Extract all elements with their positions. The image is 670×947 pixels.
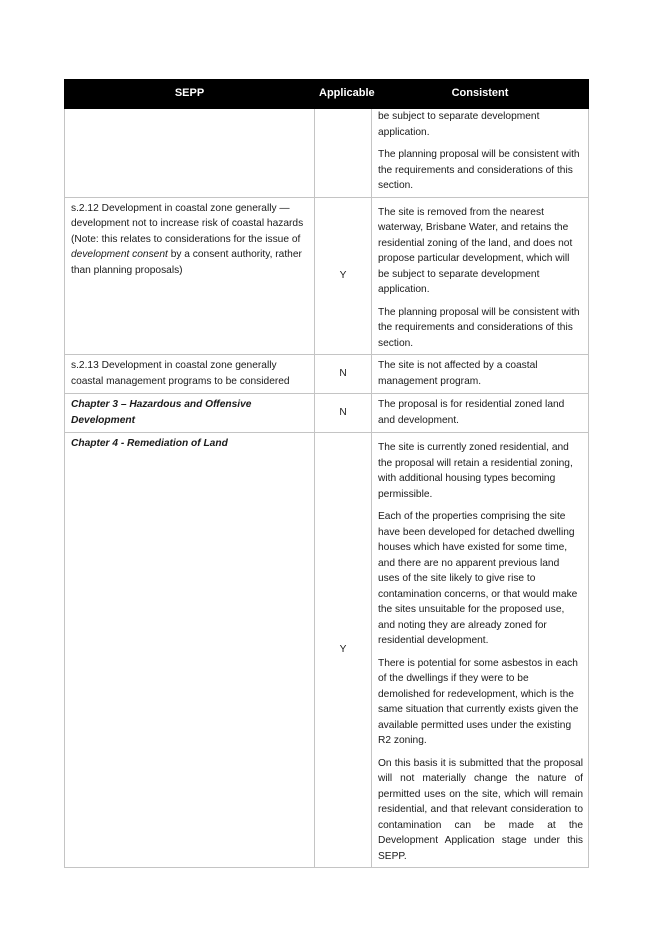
consistent-paragraph: The site is currently zoned residential, and the proposal will retain a residential zoning, with additional housing types becoming permissible.: [378, 442, 573, 500]
table-row: [65, 433, 589, 868]
sepp-text: by a consent authority, rather than planning proposals): [71, 249, 302, 276]
applicable-cell: N: [315, 355, 372, 394]
consistent-paragraph: be subject to separate development application.: [378, 111, 540, 138]
applicable-cell: [315, 109, 372, 198]
consistent-cell: [372, 355, 589, 394]
header-consistent: Consistent: [372, 80, 589, 109]
consistent-paragraph: The site is removed from the nearest waterway, Brisbane Water, and retains the residential zoning of the land, and does not propose particular development, which will be subject to separate development application.: [378, 206, 573, 295]
applicable-cell: Y: [315, 433, 372, 868]
consistent-cell: [372, 109, 589, 198]
consistent-paragraph: The proposal is for residential zoned land and development.: [378, 399, 565, 426]
consistent-paragraph: The planning proposal will be consistent with the requirements and considerations of this section.: [378, 306, 580, 349]
sepp-text: s.2.12 Development in coastal zone generally — development not to increase risk of coastal hazards (Note: this relates to considerations for the issue of: [71, 202, 304, 245]
table-row: [65, 109, 589, 198]
consistent-paragraph: The planning proposal will be consistent with the requirements and considerations of this section.: [378, 149, 580, 191]
sepp-cell: Chapter 3 – Hazardous and Offensive Development: [65, 394, 315, 433]
table-header-row: [65, 80, 589, 109]
sepp-cell: Chapter 4 - Remediation of Land: [65, 433, 315, 868]
header-sepp: SEPP: [65, 80, 315, 109]
sepp-text-italic: development consent: [71, 249, 168, 260]
table-row: [65, 394, 589, 433]
sepp-table: [64, 79, 589, 868]
sepp-cell: [65, 197, 315, 355]
sepp-cell: s.2.13 Development in coastal zone generally coastal management programs to be considered: [65, 355, 315, 394]
consistent-paragraph: The site is not affected by a coastal management program.: [378, 360, 538, 387]
applicable-cell: N: [315, 394, 372, 433]
consistent-paragraph: Each of the properties comprising the site have been developed for detached dwelling houses which have existed for some time, and there are no apparent previous land uses of the site likely to give rise to contamination concerns, or that would make the sites unsuitable for the proposed use, and noting they are already zoned for residential development.: [378, 511, 578, 646]
consistent-cell: [372, 433, 589, 868]
consistent-paragraph: There is potential for some asbestos in each of the dwellings if they were to be demolished for redevelopment, which is the same situation that currently exists given the available permitted uses under the existing R2 zoning.: [378, 657, 579, 746]
table-row: [65, 197, 589, 355]
consistent-cell: [372, 394, 589, 433]
sepp-cell: [65, 109, 315, 198]
applicable-cell: Y: [315, 197, 372, 355]
table-row: [65, 355, 589, 394]
consistent-cell: [372, 197, 589, 355]
header-applicable: Applicable: [315, 80, 372, 109]
consistent-paragraph: On this basis it is submitted that the proposal will not materially change the nature of permitted uses on the site, which will remain residential, and that relevant consideration to contamination can be made at the Development Application stage under this SEPP.: [378, 757, 583, 862]
